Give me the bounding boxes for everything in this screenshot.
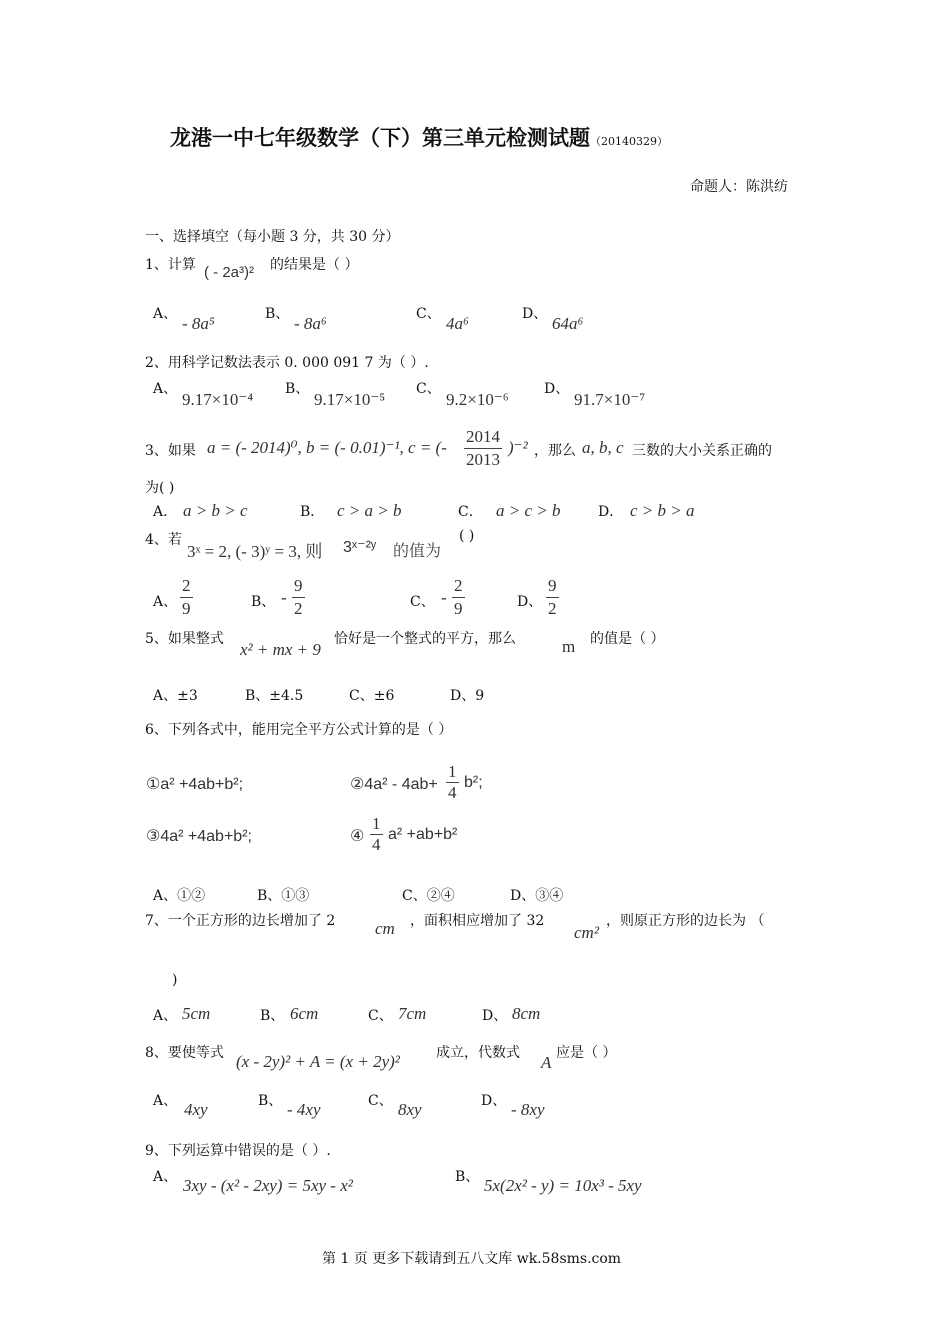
title-text: 龙港一中七年级数学（下）第三单元检测试题	[170, 125, 590, 150]
q1-stem: 1、计算	[145, 257, 196, 273]
q4-option-a	[180, 575, 193, 620]
q3-line2: 为( )	[145, 480, 175, 496]
q2-label-a: A、	[153, 381, 178, 397]
q7-unit-1: cm	[375, 919, 395, 938]
q8-tail: 应是（ ）	[556, 1045, 617, 1061]
q3-fraction-num: 2014	[464, 426, 502, 449]
q6-expr-1: ①a² +4ab+b²;	[146, 776, 244, 793]
q5-option-b: B、±4.5	[245, 688, 304, 704]
q9-option-a: 3xy - (x² - 2xy) = 5xy - x²	[183, 1176, 353, 1195]
q4-label-d: D、	[517, 594, 543, 610]
q6-expr-4a: ④	[350, 828, 365, 845]
q7-label-a: A、	[153, 1008, 178, 1024]
q4-expr: 3ˣ = 2, (- 3)ʸ = 3, 则	[187, 542, 323, 561]
q7-unit-2: cm²	[574, 923, 599, 942]
q4-expr-power: 3ˣ⁻²ʸ	[343, 539, 377, 556]
q7-option-a: 5cm	[182, 1004, 211, 1023]
q5-option-c: C、±6	[349, 688, 395, 704]
q6-expr-4-fraction	[370, 814, 383, 855]
q3-label-b: B．	[300, 504, 325, 520]
q7-line2: )	[172, 972, 178, 988]
q5-option-d: D、9	[450, 688, 485, 704]
q7-option-b: 6cm	[290, 1004, 319, 1023]
q8-label-c: C、	[368, 1093, 393, 1109]
q4-stem: 4、若	[145, 532, 182, 548]
q4-b-den: 2	[294, 599, 303, 618]
q4-label-c: C、	[410, 594, 435, 610]
q9-label-a: A、	[153, 1169, 178, 1185]
q4-label-a: A、	[153, 594, 178, 610]
q1-label-a: A、	[153, 306, 178, 322]
q6-expr-4b: a² +ab+b²	[388, 826, 458, 843]
q3-label-d: D．	[598, 504, 624, 520]
q4-label-b: B、	[251, 594, 276, 610]
q6-expr-2b: b²;	[464, 774, 483, 791]
q1-option-a: - 8a⁵	[182, 314, 215, 333]
q2-label-b: B、	[285, 381, 310, 397]
author-line: 命题人：陈洪纺	[690, 179, 788, 195]
q7-label-d: D、	[482, 1008, 508, 1024]
q8-label-d: D、	[481, 1093, 507, 1109]
q2-label-d: D、	[544, 381, 570, 397]
q6-option-b: B、①③	[257, 888, 310, 904]
q6-e2-num: 1	[448, 762, 457, 781]
q4-a-den: 9	[182, 599, 191, 618]
q5-mid: 恰好是一个整式的平方，那么	[334, 631, 516, 647]
q3-fraction	[464, 426, 502, 471]
q9-option-b: 5x(2x² - y) = 10x³ - 5xy	[484, 1176, 642, 1195]
q4-option-b	[292, 575, 305, 620]
q3-option-d: c > b > a	[630, 501, 695, 520]
q4-d-num: 9	[546, 575, 559, 598]
q4-c-sign: -	[441, 588, 447, 607]
q7-stem: 7、一个正方形的边长增加了 2	[145, 913, 336, 929]
q3-option-a: a > b > c	[183, 501, 248, 520]
q9-stem: 9、下列运算中错误的是（ ）.	[145, 1143, 331, 1159]
q8-expr: (x - 2y)² + A = (x + 2y)²	[236, 1052, 400, 1071]
q3-expr-end: )⁻²	[508, 438, 528, 457]
q6-expr-3: ③4a² +4ab+b²;	[146, 828, 252, 845]
q7-mid: ，面积相应增加了 32	[410, 913, 545, 929]
q1-option-d: 64a⁶	[552, 314, 584, 333]
q1-option-c: 4a⁶	[446, 314, 469, 333]
q6-option-c: C、②④	[402, 888, 455, 904]
q7-label-b: B、	[260, 1008, 285, 1024]
q8-option-c: 8xy	[398, 1100, 422, 1119]
q4-c-num: 2	[452, 575, 465, 598]
q6-expr-2a: ②4a² - 4ab+	[350, 776, 438, 793]
q2-label-c: C、	[416, 381, 441, 397]
q4-c-den: 9	[454, 599, 463, 618]
q4-d-den: 2	[548, 599, 557, 618]
q4-b-sign: -	[281, 588, 287, 607]
q6-option-a: A、①②	[153, 888, 206, 904]
q7-option-d: 8cm	[512, 1004, 541, 1023]
q8-label-b: B、	[258, 1093, 283, 1109]
q3-label-c: C．	[458, 504, 483, 520]
q2-option-d: 91.7×10⁻⁷	[574, 390, 646, 409]
q8-mid: 成立，代数式	[436, 1045, 520, 1061]
q6-expr-2-fraction	[446, 762, 459, 803]
q4-a-num: 2	[180, 575, 193, 598]
q8-option-a: 4xy	[184, 1100, 208, 1119]
q4-b-num: 9	[292, 575, 305, 598]
q6-e4-num: 1	[372, 814, 381, 833]
q1-tail: 的结果是（ ）	[270, 257, 359, 273]
q8-var: A	[541, 1053, 552, 1072]
q5-option-a: A、±3	[153, 688, 198, 704]
section-heading: 一、选择填空（每小题 3 分，共 30 分）	[145, 229, 400, 245]
q7-label-c: C、	[368, 1008, 393, 1024]
q8-label-a: A、	[153, 1093, 178, 1109]
q3-label-a: A．	[153, 504, 178, 520]
q1-expr: ( - 2a³)²	[204, 264, 254, 281]
title-date: （20140329）	[590, 135, 668, 148]
q4-option-d	[546, 575, 559, 620]
q2-option-b: 9.17×10⁻⁵	[314, 390, 386, 409]
q3-stem: 3、如果	[145, 443, 196, 459]
q3-tail2: 三数的大小关系正确的	[632, 443, 772, 459]
q8-option-b: - 4xy	[287, 1100, 321, 1119]
q3-option-b: c > a > b	[337, 501, 402, 520]
q1-label-b: B、	[265, 306, 290, 322]
q5-stem: 5、如果整式	[145, 631, 224, 647]
q2-option-a: 9.17×10⁻⁴	[182, 390, 254, 409]
q8-stem: 8、要使等式	[145, 1045, 224, 1061]
page-footer: 第 1 页 更多下载请到五八文库 wk.58sms.com	[322, 1251, 622, 1267]
q4-tail: 的值为	[393, 541, 442, 560]
q7-option-c: 7cm	[398, 1004, 427, 1023]
q1-label-c: C、	[416, 306, 441, 322]
q3-vars: a, b, c	[582, 438, 624, 457]
q1-label-d: D、	[522, 306, 548, 322]
q3-tail: ，那么	[534, 443, 576, 459]
q5-tail: 的值是（ ）	[590, 631, 665, 647]
q8-option-d: - 8xy	[511, 1100, 545, 1119]
q4-option-c	[452, 575, 465, 620]
q6-e2-den: 4	[448, 783, 457, 802]
q5-var: m	[562, 637, 576, 656]
q2-option-c: 9.2×10⁻⁶	[446, 390, 509, 409]
q6-e4-den: 4	[372, 835, 381, 854]
q7-tail: ，则原正方形的边长为 （	[606, 913, 765, 929]
q3-fraction-den: 2013	[466, 450, 500, 469]
q2-stem: 2、用科学记数法表示 0. 000 091 7 为（ ）.	[145, 355, 429, 371]
q3-expr: a = (- 2014)⁰, b = (- 0.01)⁻¹, c = (-	[207, 438, 447, 457]
page-title	[170, 122, 668, 152]
q4-paren: ( )	[459, 528, 475, 544]
q3-option-c: a > c > b	[496, 501, 561, 520]
q6-option-d: D、③④	[510, 888, 564, 904]
q9-label-b: B、	[455, 1169, 480, 1185]
q5-expr: x² + mx + 9	[240, 640, 321, 659]
q1-option-b: - 8a⁶	[294, 314, 327, 333]
q6-stem: 6、下列各式中，能用完全平方公式计算的是（ ）	[145, 722, 453, 738]
